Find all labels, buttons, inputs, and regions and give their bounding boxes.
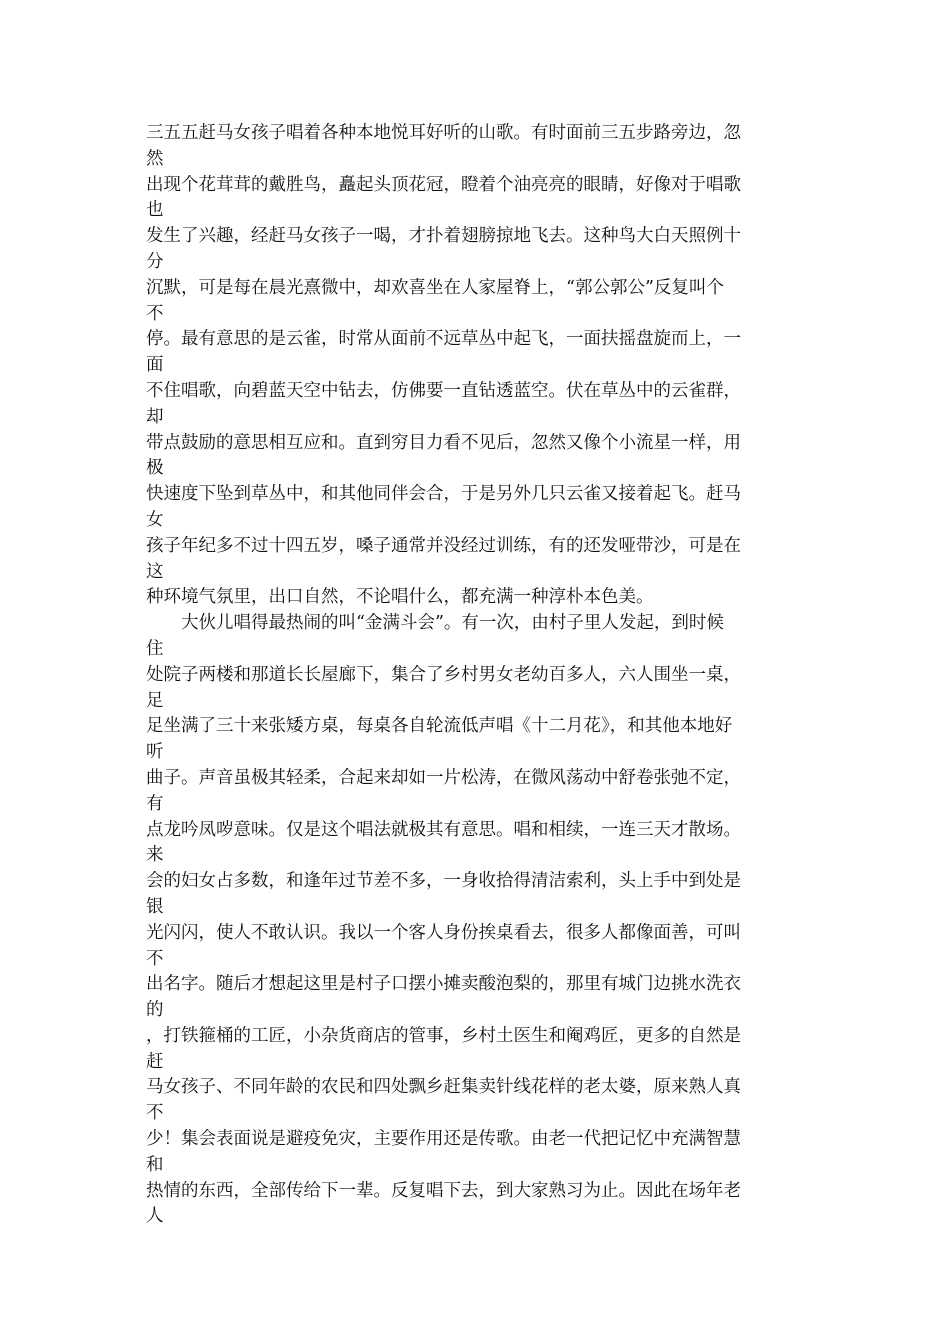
text-line: 停。最有意思的是云雀，时常从面前不远草丛中起飞，一面扶摇盘旋而上，一 bbox=[146, 329, 741, 350]
text-line: 处院子两楼和那道长长屋廊下，集合了乡村男女老幼百多人，六人围坐一桌， bbox=[146, 664, 741, 685]
text-line: 银 bbox=[146, 896, 164, 917]
text-line: 分 bbox=[146, 251, 164, 272]
text-line: 会的妇女占多数，和逢年过节差不多，一身收拾得清洁索利，头上手中到处是 bbox=[146, 871, 741, 892]
text-line: 曲子。声音虽极其轻柔，合起来却如一片松涛，在微风荡动中舒卷张弛不定， bbox=[146, 767, 741, 788]
text-line: 点龙吟凤哕意味。仅是这个唱法就极其有意思。唱和相续，一连三天才散场。 bbox=[146, 819, 741, 840]
text-line: 面 bbox=[146, 355, 164, 376]
text-line: 沉默，可是每在晨光熹微中，却欢喜坐在人家屋脊上，“郭公郭公”反复叫个 bbox=[146, 277, 724, 298]
text-line: 三五五赶马女孩子唱着各种本地悦耳好听的山歌。有时面前三五步路旁边，忽 bbox=[146, 123, 741, 143]
text-line: 大伙儿唱得最热闹的叫“金满斗会”。有一次，由村子里人发起，到时候 bbox=[146, 613, 724, 634]
text-line: 不 bbox=[146, 1103, 164, 1124]
text-line: 然 bbox=[146, 148, 164, 169]
text-line: 人 bbox=[146, 1206, 164, 1227]
text-line: 这 bbox=[146, 561, 164, 582]
text-line: 也 bbox=[146, 200, 164, 221]
text-line: 足 bbox=[146, 690, 164, 711]
text-line: 热情的东西，全部传给下一辈。反复唱下去，到大家熟习为止。因此在场年老 bbox=[146, 1180, 741, 1201]
text-line: 种环境气氛里，出口自然，不论唱什么，都充满一种淳朴本色美。 bbox=[146, 587, 654, 608]
text-line: 马女孩子、不同年龄的农民和四处飘乡赶集卖针线花样的老太婆，原来熟人真 bbox=[146, 1077, 741, 1098]
text-line: 不住唱歌，向碧蓝天空中钻去，仿佛要一直钻透蓝空。伏在草丛中的云雀群， bbox=[146, 380, 741, 401]
text-line: 住 bbox=[146, 638, 164, 659]
text-line: 不 bbox=[146, 303, 164, 324]
text-line: 快速度下坠到草丛中，和其他同伴会合，于是另外几只云雀又接着起飞。赶马 bbox=[146, 484, 741, 505]
text-line: 足坐满了三十来张矮方桌，每桌各自轮流低声唱《十二月花》，和其他本地好 bbox=[146, 716, 733, 737]
text-line: 少！集会表面说是避疫免灾，主要作用还是传歌。由老一代把记忆中充满智慧 bbox=[146, 1129, 741, 1150]
text-line: 有 bbox=[146, 793, 164, 814]
body-text bbox=[146, 121, 806, 1230]
text-line: 出现个花茸茸的戴胜鸟，矗起头顶花冠，瞪着个油亮亮的眼睛，好像对于唱歌 bbox=[146, 174, 741, 195]
text-line: 听 bbox=[146, 742, 164, 763]
text-line: 光闪闪，使人不敢认识。我以一个客人身份挨桌看去，很多人都像面善，可叫 bbox=[146, 922, 741, 943]
text-line: 孩子年纪多不过十四五岁，嗓子通常并没经过训练，有的还发哑带沙，可是在 bbox=[146, 535, 741, 556]
text-line: 带点鼓励的意思相互应和。直到穷目力看不见后，忽然又像个小流星一样，用 bbox=[146, 432, 741, 453]
text-line: ，打铁箍桶的工匠，小杂货商店的管事，乡村土医生和阉鸡匠，更多的自然是 bbox=[146, 1025, 741, 1046]
text-line: 来 bbox=[146, 845, 164, 866]
text-line: 女 bbox=[146, 509, 164, 530]
text-line: 发生了兴趣，经赶马女孩子一喝，才扑着翅膀掠地飞去。这种鸟大白天照例十 bbox=[146, 226, 741, 247]
text-line: 和 bbox=[146, 1154, 164, 1175]
text-line: 赶 bbox=[146, 1051, 164, 1072]
text-line: 却 bbox=[146, 406, 164, 427]
text-line: 出名字。随后才想起这里是村子口摆小摊卖酸泡梨的，那里有城门边挑水洗衣 bbox=[146, 974, 741, 995]
text-line: 不 bbox=[146, 948, 164, 969]
text-line: 的 bbox=[146, 1000, 164, 1021]
text-line: 极 bbox=[146, 458, 164, 479]
